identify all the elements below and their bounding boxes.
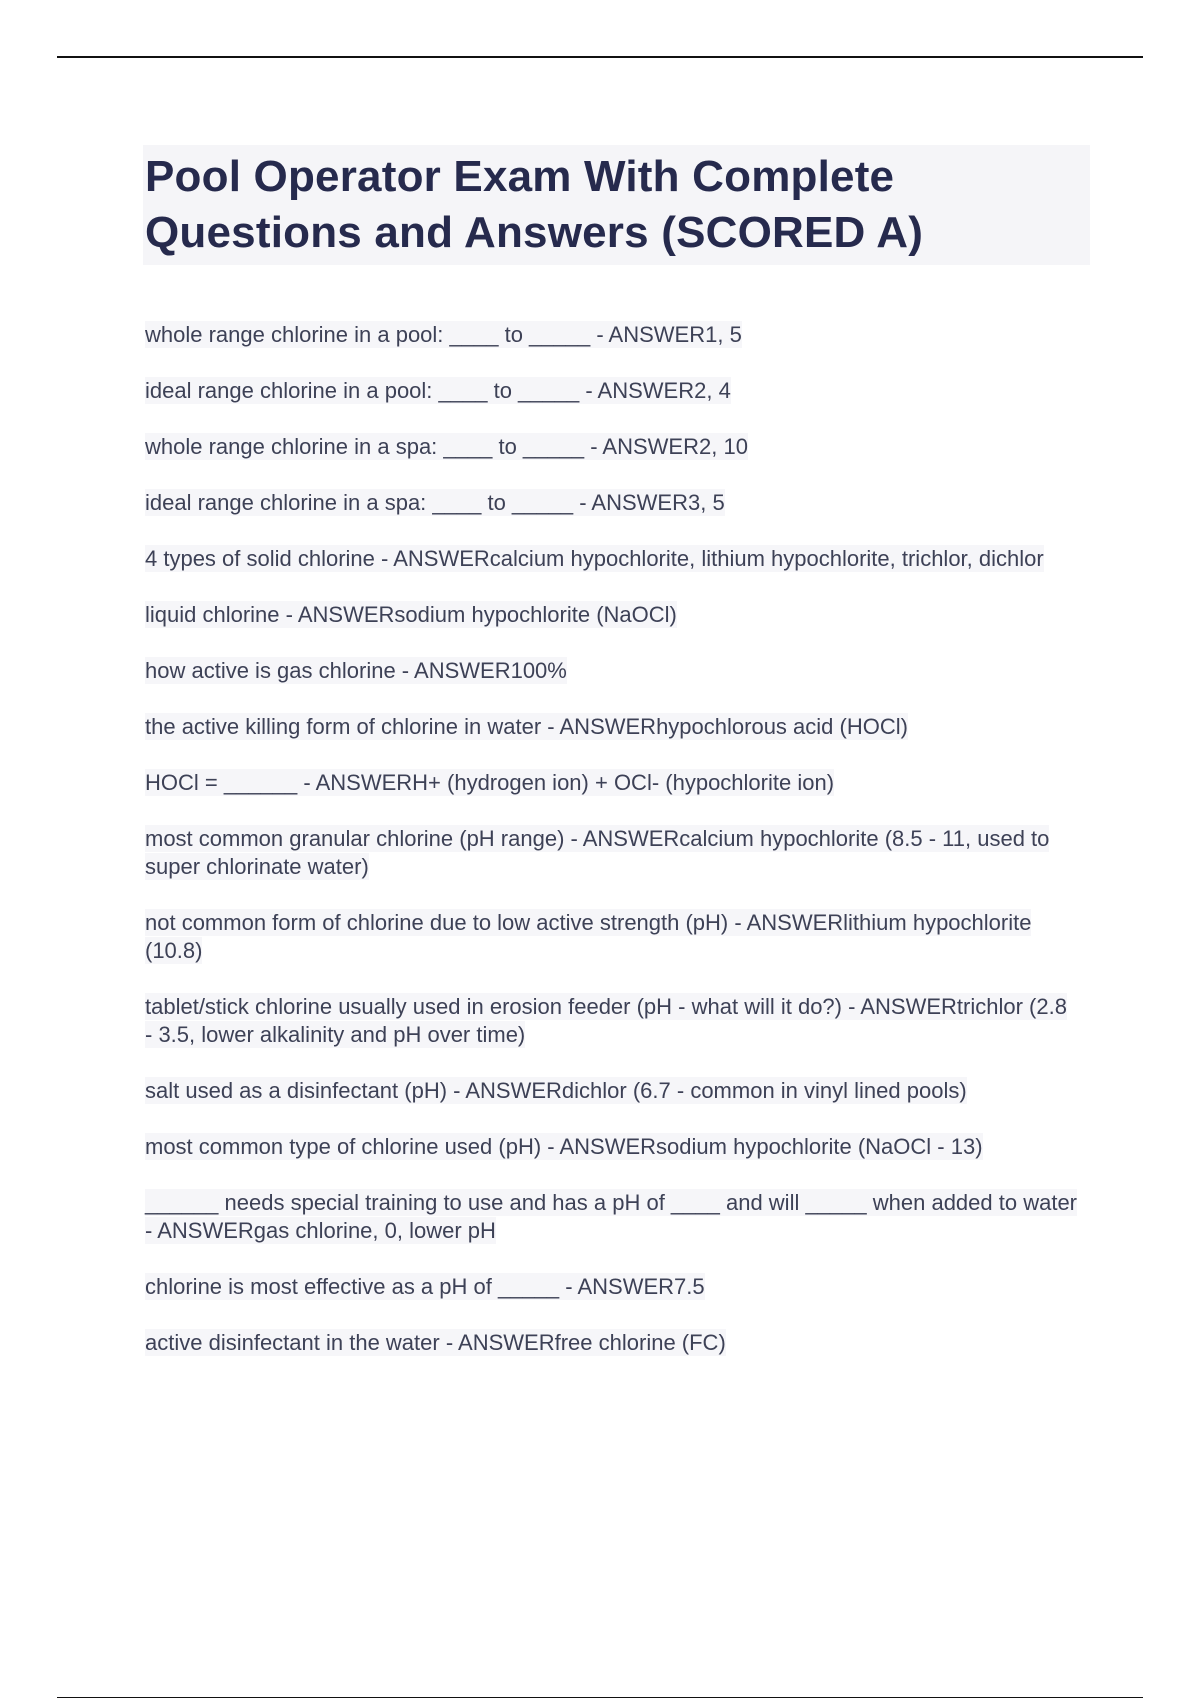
- qa-text: HOCl = ______ - ANSWERH+ (hydrogen ion) + OCl- (hypochlorite ion): [145, 770, 835, 795]
- qa-text: active disinfectant in the water - ANSWERfree chlorine (FC): [145, 1330, 726, 1355]
- qa-item: [145, 1189, 1080, 1245]
- qa-item: [145, 321, 1080, 349]
- qa-item: [145, 489, 1080, 517]
- qa-item: [145, 825, 1080, 881]
- qa-text: most common granular chlorine (pH range) - ANSWERcalcium hypochlorite (8.5 - 11, used to super chlorinate water): [145, 826, 1050, 879]
- page-title: Pool Operator Exam With Complete Questions and Answers (SCORED A): [145, 152, 924, 257]
- qa-item: [145, 993, 1080, 1049]
- qa-item: [145, 1133, 1080, 1161]
- qa-item: [145, 545, 1080, 573]
- qa-text: most common type of chlorine used (pH) - ANSWERsodium hypochlorite (NaOCl - 13): [145, 1134, 983, 1159]
- qa-item: [145, 1273, 1080, 1301]
- top-rule: [57, 56, 1143, 58]
- qa-text: liquid chlorine - ANSWERsodium hypochlorite (NaOCl): [145, 602, 677, 627]
- qa-item: [145, 909, 1080, 965]
- qa-text: tablet/stick chlorine usually used in erosion feeder (pH - what will it do?) - ANSWERtrichlor (2.8 - 3.5, lower alkalinity and pH over time): [145, 994, 1067, 1047]
- qa-item: [145, 433, 1080, 461]
- title-block: [143, 145, 1090, 265]
- qa-text: chlorine is most effective as a pH of _____ - ANSWER7.5: [145, 1274, 705, 1299]
- qa-text: ideal range chlorine in a pool: ____ to _____ - ANSWER2, 4: [145, 378, 731, 403]
- qa-item: [145, 713, 1080, 741]
- qa-text: the active killing form of chlorine in water - ANSWERhypochlorous acid (HOCl): [145, 714, 908, 739]
- qa-item: [145, 601, 1080, 629]
- qa-text: ideal range chlorine in a spa: ____ to _____ - ANSWER3, 5: [145, 490, 725, 515]
- qa-list: [145, 321, 1090, 1357]
- qa-text: how active is gas chlorine - ANSWER100%: [145, 658, 567, 683]
- qa-item: [145, 1329, 1080, 1357]
- bottom-rule: [57, 1697, 1143, 1698]
- qa-item: [145, 377, 1080, 405]
- qa-item: [145, 657, 1080, 685]
- qa-text: whole range chlorine in a spa: ____ to _____ - ANSWER2, 10: [145, 434, 748, 459]
- qa-item: [145, 769, 1080, 797]
- qa-text: whole range chlorine in a pool: ____ to _____ - ANSWER1, 5: [145, 322, 742, 347]
- document-body: [145, 145, 1090, 1385]
- qa-item: [145, 1077, 1080, 1105]
- qa-text: ______ needs special training to use and has a pH of ____ and will _____ when added to water - ANSWERgas chlorine, 0, lower pH: [145, 1190, 1078, 1243]
- qa-text: not common form of chlorine due to low active strength (pH) - ANSWERlithium hypochlorite (10.8): [145, 910, 1032, 963]
- qa-text: salt used as a disinfectant (pH) - ANSWERdichlor (6.7 - common in vinyl lined pools): [145, 1078, 967, 1103]
- qa-text: 4 types of solid chlorine - ANSWERcalcium hypochlorite, lithium hypochlorite, trichlor, dichlor: [145, 546, 1044, 571]
